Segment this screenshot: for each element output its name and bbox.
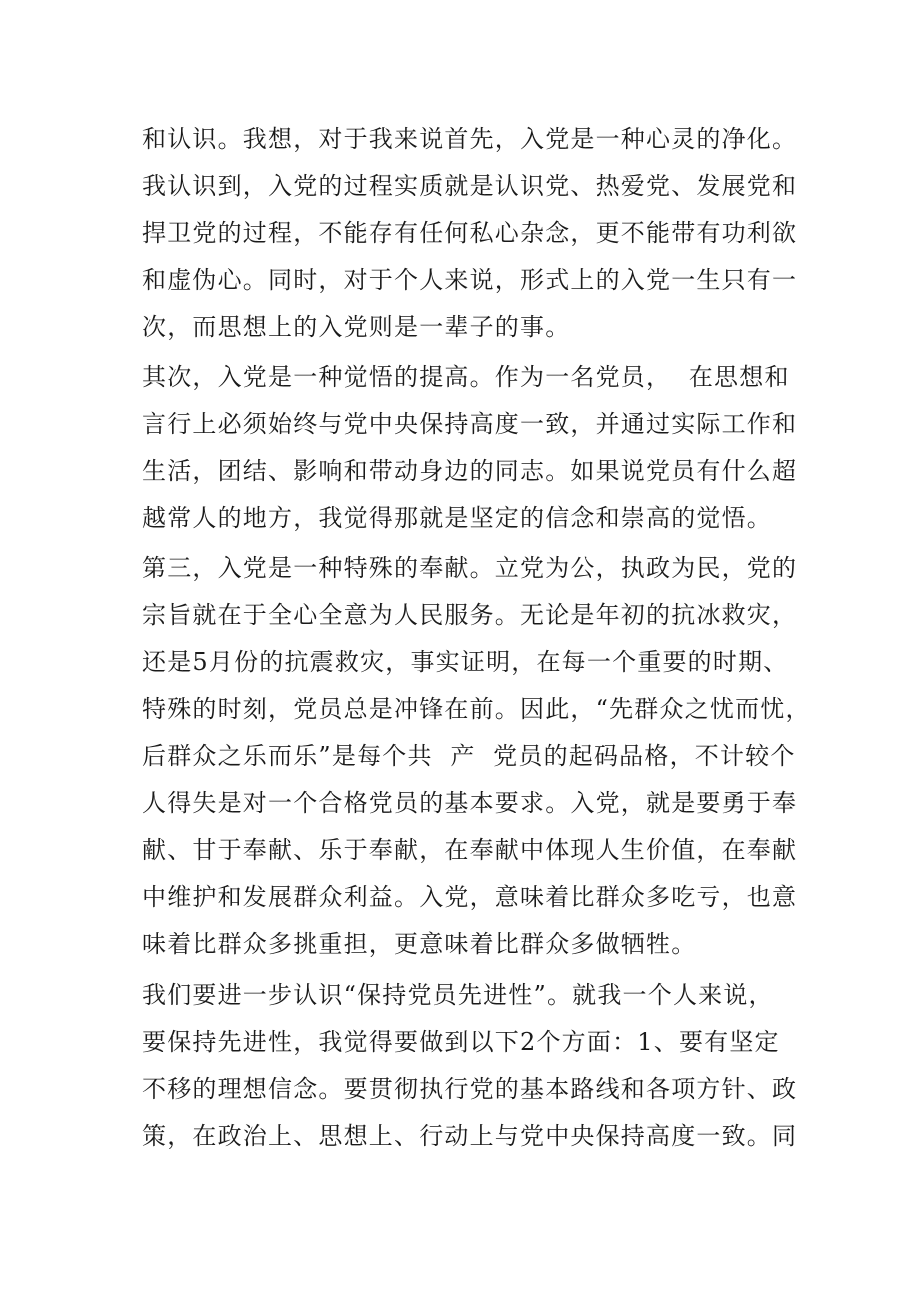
text-line: 人得失是对一个合格党员的基本要求。入党，就是要勇于奉 [142,789,798,817]
text-line: 和虚伪心。同时，对于个人来说，形式上的入党一生只有一 [142,266,798,294]
text-line: 其次，入党是一种觉悟的提高。作为一名党员， 在思想和 [142,363,790,391]
text-line: 中维护和发展群众利益。入党，意味着比群众多吃亏，也意 [142,883,798,911]
text-line: 献、甘于奉献、乐于奉献，在奉献中体现人生价值，在奉献 [142,836,798,864]
text-line: 生活，团结、影响和带动身边的同志。如果说党员有什么超 [142,457,798,485]
text-line: 还是5月份的抗震救灾，事实证明，在每一个重要的时期、 [142,648,789,676]
text-line: 特殊的时刻，党员总是冲锋在前。因此，“先群众之忧而忧， [142,695,811,723]
text-line: 越常人的地方，我觉得那就是坚定的信念和崇高的觉悟。 [142,504,772,532]
text-line: 次，而思想上的入党则是一辈子的事。 [142,313,571,341]
text-line: 我认识到，入党的过程实质就是认识党、热爱党、发展党和 [142,172,798,200]
text-line: 我们要进一步认识“保持党员先进性”。就我一个人来说， [142,981,774,1009]
text-line: 后群众之乐而乐”是每个共 产 党员的起码品格，不计较个 [142,742,796,770]
text-line: 第三，入党是一种特殊的奉献。立党为公，执政为民，党的 [142,554,798,582]
text-line: 宗旨就在于全心全意为人民服务。无论是年初的抗冰救灾， [142,601,798,629]
text-line: 味着比群众多挑重担，更意味着比群众多做牺牲。 [142,930,697,958]
text-line: 捍卫党的过程，不能存有任何私心杂念，更不能带有功利欲 [142,219,798,247]
text-line: 言行上必须始终与党中央保持高度一致，并通过实际工作和 [142,410,798,438]
text-line: 和认识。我想，对于我来说首先，入党是一种心灵的净化。 [142,125,798,153]
text-line: 要保持先进性，我觉得要做到以下2个方面：1、要有坚定 [142,1028,780,1056]
text-line: 不移的理想信念。要贯彻执行党的基本路线和各项方针、政 [142,1075,798,1103]
text-line: 策，在政治上、思想上、行动上与党中央保持高度一致。同 [142,1122,798,1150]
